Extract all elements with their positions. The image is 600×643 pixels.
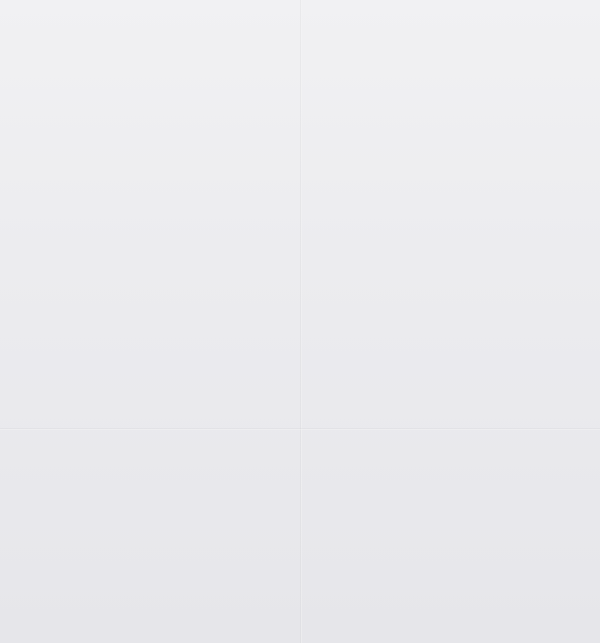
smiley-border-top — [55, 38, 575, 62]
paper-fold-vertical — [300, 0, 302, 643]
smiley-border-bottom — [40, 594, 576, 618]
paper-fold-horizontal — [0, 428, 600, 430]
